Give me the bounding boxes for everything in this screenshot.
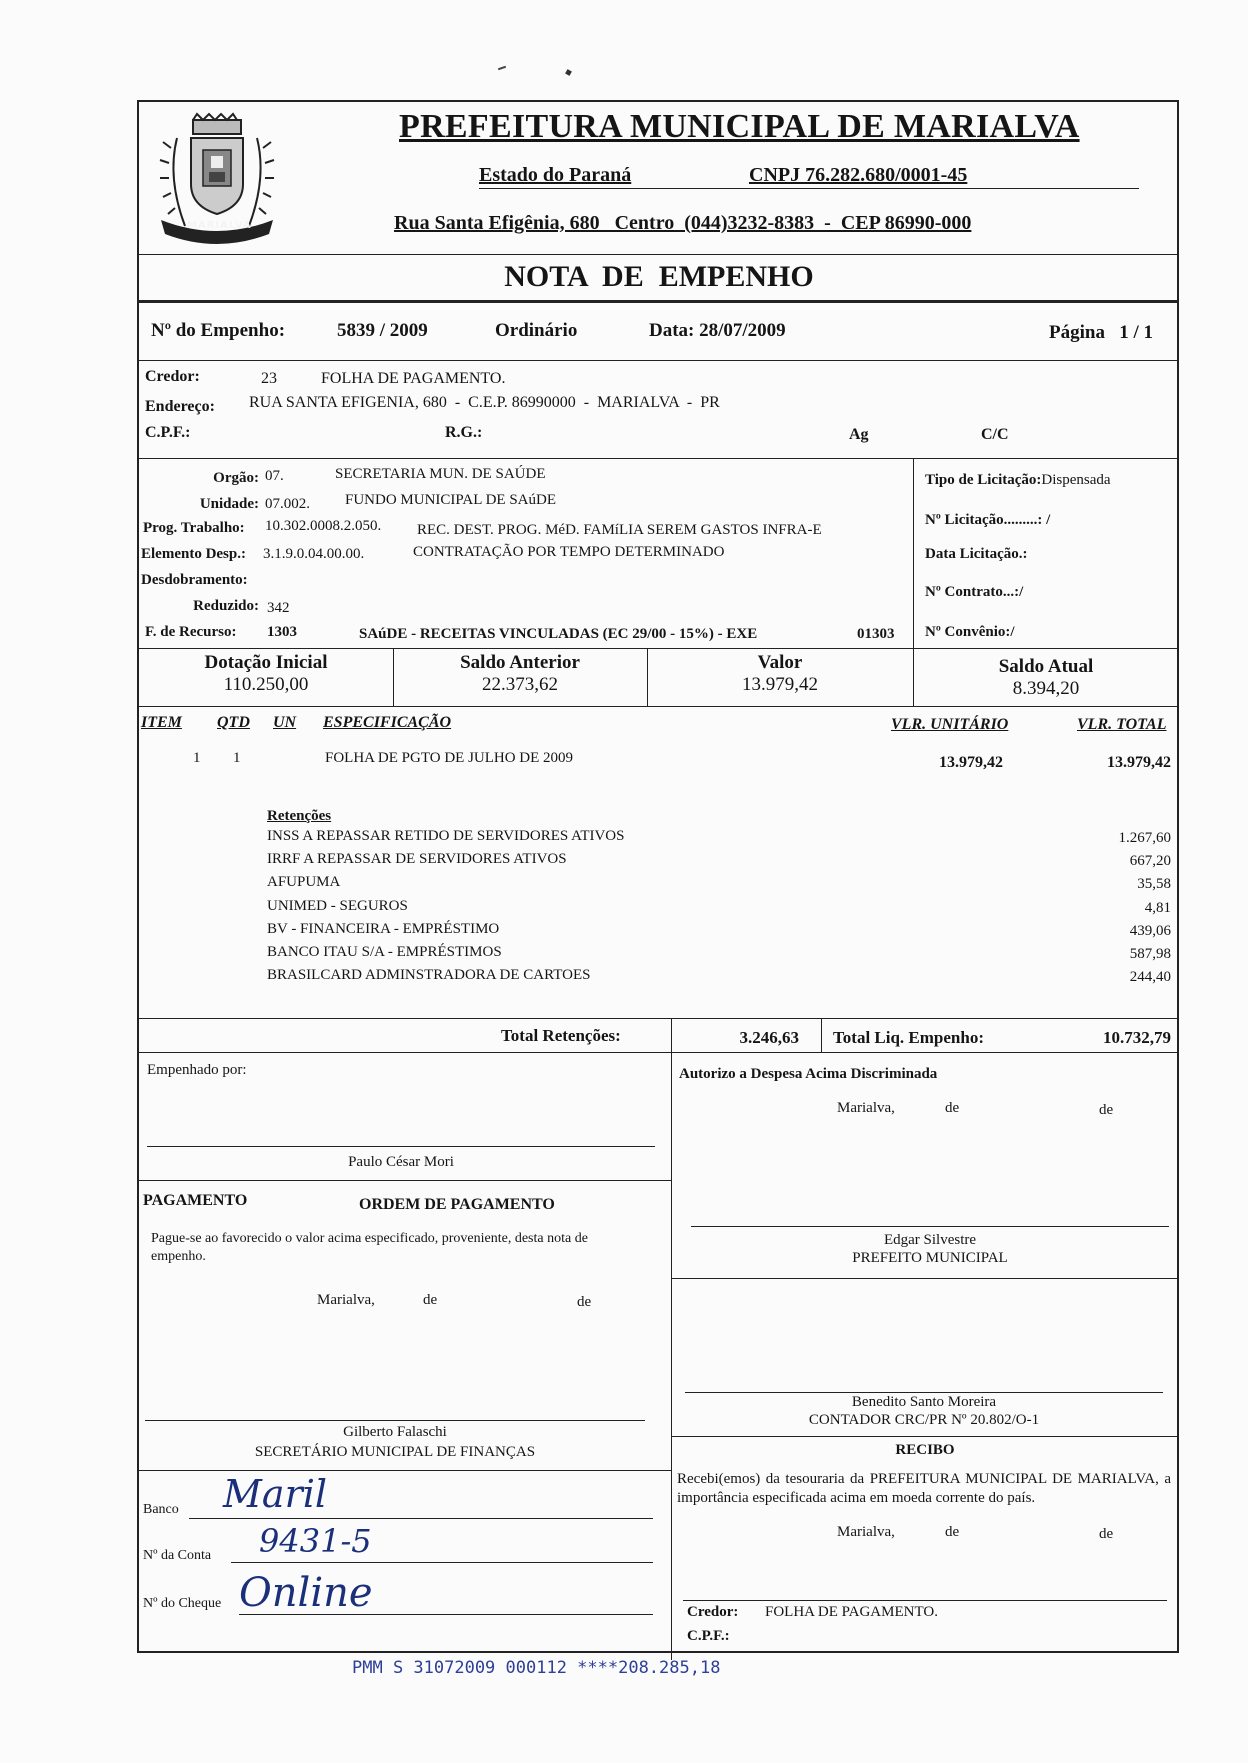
reduzido-label: Reduzido: [193, 598, 259, 614]
elemento-name: CONTRATAÇÃO POR TEMPO DETERMINADO [413, 544, 725, 560]
retencao-name: INSS A REPASSAR RETIDO DE SERVIDORES ATIVOS [267, 828, 625, 844]
retencao-value: 587,98 [1129, 946, 1171, 962]
retencao-name: BANCO ITAU S/A - EMPRÉSTIMOS [267, 944, 502, 960]
conta-line [231, 1562, 653, 1563]
cheque-label: Nº do Cheque [143, 1596, 222, 1611]
saldo-value: 8.394,20 [1012, 678, 1080, 699]
saldo-atual [913, 656, 1179, 700]
autorizo-signer: Edgar Silvestre [883, 1232, 977, 1248]
recibo-de1: de [945, 1524, 960, 1540]
seal-text: MARIALVA [187, 220, 252, 231]
saldo-anterior [393, 652, 647, 696]
contador-role: CONTADOR CRC/PR Nº 20.802/O-1 [808, 1412, 1040, 1428]
banco-handwritten: Maril [223, 1472, 328, 1516]
empenho-date: Data: 28/07/2009 [649, 320, 786, 341]
total-liquido-value: 10.732,79 [1103, 1028, 1171, 1047]
retencao-name: IRRF A REPASSAR DE SERVIDORES ATIVOS [267, 851, 567, 868]
endereco-label: Endereço: [145, 398, 215, 415]
header-rule [479, 188, 1139, 189]
recurso-code2: 01303 [857, 626, 895, 642]
orgao-name: SECRETARIA MUN. DE SAÚDE [335, 466, 546, 482]
divider [671, 1436, 1179, 1437]
retencao-name: BRASILCARD ADMINSTRADORA DE CARTOES [267, 967, 591, 984]
empenhado-label: Empenhado por: [147, 1062, 247, 1078]
divider [139, 1470, 671, 1471]
ag-label: Ag [849, 426, 869, 443]
autorizo-de1: de [945, 1100, 960, 1116]
cheque-handwritten: Online [239, 1570, 373, 1616]
autorizo-city: Marialva, [837, 1100, 895, 1116]
saldo-label: Saldo Anterior [460, 652, 580, 673]
banco-label: Banco [143, 1502, 179, 1517]
retencoes-title: Retenções [267, 808, 332, 824]
licitacao-tipo-value: Dispensada [1041, 472, 1111, 488]
retencao-value: 35,58 [1137, 876, 1171, 893]
divider [139, 706, 1179, 707]
unidade-code: 07.002. [265, 496, 310, 512]
divider [139, 1018, 1179, 1019]
col-un: UN [273, 714, 297, 731]
retencao-value: 1.267,60 [1118, 830, 1171, 846]
retencao-value: 439,06 [1129, 922, 1171, 939]
col-item: ITEM [141, 714, 182, 731]
divider [139, 648, 1179, 649]
empenho-type: Ordinário [495, 320, 578, 341]
recibo-de2: de [1099, 1526, 1114, 1542]
pagamento-de2: de [577, 1294, 592, 1310]
contador-name: Benedito Santo Moreira [851, 1394, 997, 1410]
col-vlr-total: VLR. TOTAL [1077, 716, 1167, 733]
recibo-credor-value: FOLHA DE PAGAMENTO. [765, 1604, 938, 1620]
page-title: PREFEITURA MUNICIPAL DE MARIALVA [399, 108, 1080, 145]
address: Rua Santa Efigênia, 680 Centro (044)3232-8383 - CEP 86990-000 [394, 212, 972, 234]
rg-label: R.G.: [445, 424, 483, 441]
recibo-text: Recebi(emos) da tesouraria da PREFEITURA MUNICIPAL DE MARIALVA, a importância especificada acima em moeda corrente do país. [677, 1471, 1171, 1506]
saldo-label: Valor [757, 652, 803, 673]
prog-label: Prog. Trabalho: [143, 520, 245, 536]
total-retencoes-value: 3.246,63 [739, 1028, 799, 1047]
pagamento-city: Marialva, [317, 1292, 375, 1308]
licitacao-numero: Nº Licitação.........: / [925, 512, 1051, 528]
cnpj: CNPJ 76.282.680/0001-45 [749, 164, 968, 186]
cc-label: C/C [981, 426, 1009, 443]
pagamento-signer: Gilberto Falaschi [343, 1424, 447, 1440]
divider [913, 458, 914, 650]
col-vlr-unitario: VLR. UNITÁRIO [891, 716, 1009, 733]
licitacao-tipo [925, 472, 1111, 489]
state-name: Estado do Paraná [479, 164, 632, 186]
divider [139, 360, 1179, 361]
item-description: FOLHA DE PGTO DE JULHO DE 2009 [325, 750, 574, 766]
empenhado-name: Paulo César Mori [348, 1154, 454, 1170]
signature-line [685, 1392, 1163, 1393]
orgao-code: 07. [265, 468, 284, 484]
recibo-cpf-label: C.P.F.: [687, 1628, 730, 1644]
pagamento-label: PAGAMENTO [143, 1192, 248, 1209]
empenho-number: 5839 / 2009 [337, 320, 428, 341]
doc-title: NOTA DE EMPENHO [504, 260, 814, 293]
item-number: 1 [193, 750, 201, 766]
reduzido-value: 342 [267, 600, 290, 616]
banco-line [189, 1518, 653, 1519]
licitacao-tipo-label: Tipo de Licitação: [925, 472, 1042, 488]
nota-de-empenho-form [137, 100, 1179, 1653]
saldo-valor [647, 652, 913, 696]
cpf-label: C.P.F.: [145, 424, 191, 441]
recibo-title: RECIBO [895, 1442, 955, 1458]
divider [671, 1278, 1179, 1279]
saldo-value: 110.250,00 [223, 674, 309, 695]
divider [139, 1180, 671, 1181]
retencao-name: BV - FINANCEIRA - EMPRÉSTIMO [267, 920, 500, 937]
signature-line [683, 1600, 1167, 1601]
licitacao-data: Data Licitação.: [925, 546, 1028, 562]
contrato-number: Nº Contrato...:/ [925, 584, 1024, 600]
credor-name: FOLHA DE PAGAMENTO. [321, 370, 506, 387]
col-especificacao: ESPECIFICAÇÃO [323, 714, 452, 731]
conta-label: Nº da Conta [143, 1548, 212, 1563]
pagamento-de1: de [423, 1292, 438, 1308]
scan-mark [565, 69, 572, 76]
signature-line [691, 1226, 1169, 1227]
divider [671, 1052, 672, 1660]
autorizo-signer-role: PREFEITO MUNICIPAL [852, 1250, 1008, 1266]
recibo-city: Marialva, [837, 1524, 895, 1540]
recibo-credor-label: Credor: [687, 1604, 739, 1620]
pagamento-text: Pague-se ao favorecido o valor acima especificado, proveniente, desta nota de empenho. [151, 1231, 588, 1264]
divider [821, 1018, 822, 1052]
item-vlr-unitario: 13.979,42 [939, 754, 1003, 771]
recurso-name: SAúDE - RECEITAS VINCULADAS (EC 29/00 - 15%) - EXE [359, 626, 758, 642]
retencao-name: UNIMED - SEGUROS [267, 897, 408, 914]
unidade-label: Unidade: [199, 496, 259, 512]
signature-line [147, 1146, 655, 1147]
authentication-stamp: PMM S 31072009 000112 ****208.285,18 [352, 1658, 721, 1678]
convenio-number: Nº Convênio:/ [925, 624, 1015, 640]
retencao-value: 244,40 [1129, 969, 1171, 986]
prog-name: REC. DEST. PROG. MéD. FAMíLIA SEREM GASTOS INFRA-E [417, 522, 822, 538]
saldo-label: Dotação Inicial [204, 652, 328, 673]
total-liquido-label: Total Liq. Empenho: [833, 1028, 984, 1047]
divider [671, 1018, 672, 1052]
saldo-dotacao [139, 652, 393, 696]
orgao-label: Orgão: [213, 470, 259, 486]
item-qtd: 1 [233, 750, 241, 766]
divider [139, 300, 1179, 303]
ordem-pagamento-label: ORDEM DE PAGAMENTO [359, 1196, 555, 1213]
total-retencoes-label: Total Retenções: [501, 1026, 621, 1045]
item-vlr-total: 13.979,42 [1107, 754, 1171, 771]
pagamento-signer-role: SECRETÁRIO MUNICIPAL DE FINANÇAS [254, 1444, 536, 1460]
credor-label: Credor: [145, 368, 200, 385]
saldo-label: Saldo Atual [998, 656, 1094, 677]
divider [139, 254, 1179, 255]
prog-code: 10.302.0008.2.050. [265, 518, 382, 534]
conta-handwritten: 9431-5 [259, 1522, 372, 1560]
signature-line [145, 1420, 645, 1421]
retencao-value: 667,20 [1129, 853, 1171, 870]
elemento-label: Elemento Desp.: [141, 546, 246, 562]
unidade-name: FUNDO MUNICIPAL DE SAúDE [345, 492, 556, 508]
divider [139, 1052, 1179, 1053]
credor-address: RUA SANTA EFIGENIA, 680 - C.E.P. 86990000 - MARIALVA - PR [249, 394, 720, 411]
divider [139, 458, 1179, 459]
recurso-label: F. de Recurso: [145, 624, 237, 640]
saldo-value: 22.373,62 [482, 674, 558, 695]
desdobramento-label: Desdobramento: [141, 572, 248, 588]
scan-mark [498, 66, 506, 71]
saldo-value: 13.979,42 [742, 674, 818, 695]
elemento-code: 3.1.9.0.04.00.00. [263, 546, 365, 562]
empenho-label: Nº do Empenho: [151, 320, 286, 341]
retencao-name: AFUPUMA [267, 874, 341, 891]
retencao-value: 4,81 [1144, 899, 1171, 916]
autorizo-de2: de [1099, 1102, 1114, 1118]
recurso-code: 1303 [267, 624, 297, 640]
credor-code: 23 [261, 370, 277, 387]
col-qtd: QTD [217, 714, 250, 731]
autorizo-label: Autorizo a Despesa Acima Discriminada [679, 1066, 938, 1082]
page-number: Página 1 / 1 [1049, 322, 1153, 343]
